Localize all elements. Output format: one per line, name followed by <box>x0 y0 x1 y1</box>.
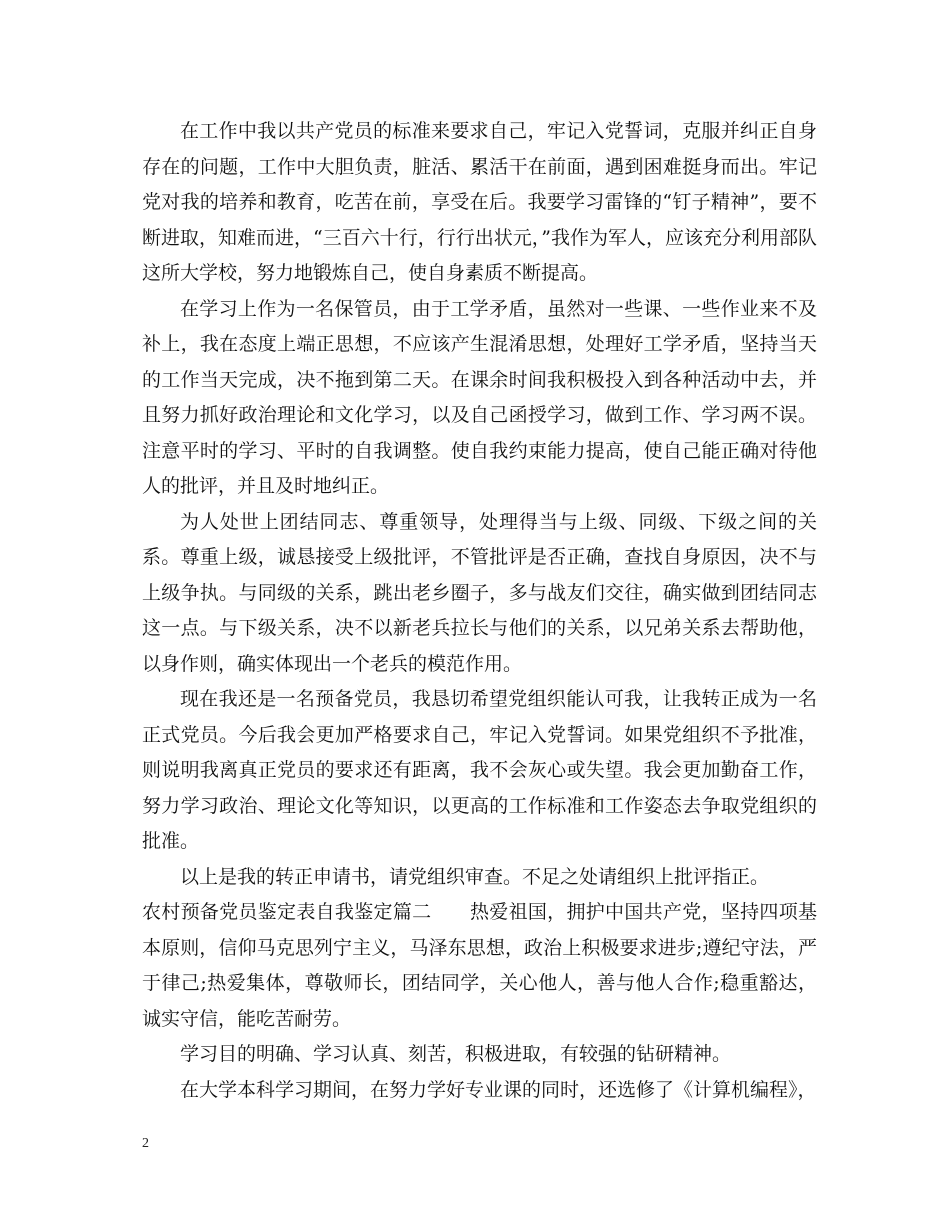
paragraph-probation: 现在我还是一名预备党员，我恳切希望党组织能认可我，让我转正成为一名正式党员。今后我会更加严格要求自己，牢记入党誓词。如果党组织不予批准，则说明我离真正党员的要求还有距离，我不会灰心或失望。我会更加勤奋工作，努力学习政治、理论文化等知识，以更高的工作标准和工作姿态去争取党组织的批准。 <box>142 688 817 852</box>
paragraph-university: 在大学本科学习期间，在努力学好专业课的同时，还选修了《计算机编程》， <box>180 1078 817 1101</box>
paragraph-closing: 以上是我的转正申请书，请党组织审查。不足之处请组织上批评指正。 <box>180 865 770 888</box>
paragraph-study-goal: 学习目的明确、学习认真、刻苦，积极进取，有较强的钻研精神。 <box>180 1043 732 1065</box>
paragraph-study: 在学习上作为一名保管员，由于工学矛盾，虽然对一些课、一些作业来不及补上，我在态度上端正思想，不应该产生混淆思想，处理好工学矛盾，坚持当天的工作当天完成，决不拖到第二天。在课余时间我积极投入到各种活动中去，并且努力抓好政治理论和文化学习，以及自己函授学习，做到工作、学习两不误。注意平时的学习、平时的自我调整。使自我约束能力提高，使自己能正确对待他人的批评，并且及时地纠正。 <box>142 297 817 497</box>
paragraph-relations: 为人处世上团结同志、尊重领导，处理得当与上级、同级、下级之间的关系。尊重上级，诚恳接受上级批评，不管批评是否正确，查找自身原因，决不与上级争执。与同级的关系，跳出老乡圈子，多与战友们交往，确实做到团结同志这一点。与下级关系，决不以新老兵拉长与他们的关系，以兄弟关系去帮助他，以身作则，确实体现出一个老兵的模范作用。 <box>142 510 817 675</box>
document-body <box>142 114 817 1108</box>
page-number: 2 <box>142 1136 149 1151</box>
paragraph-work: 在工作中我以共产党员的标准来要求自己，牢记入党誓词，克服并纠正自身存在的问题，工作中大胆负责，脏活、累活干在前面，遇到困难挺身而出。牢记党对我的培养和教育，吃苦在前，享受在后。我要学习雷锋的“钉子精神”，要不断进取，知难而进，“三百六十行，行行出状元，”我作为军人，应该充分利用部队这所大学校，努力地锻炼自己，使自身素质不断提高。 <box>142 120 817 284</box>
paragraph-section-two: 农村预备党员鉴定表自我鉴定篇二 热爱祖国，拥护中国共产党，坚持四项基本原则，信仰马克思列宁主义，马泽东思想，政治上积极要求进步;遵纪守法，严于律己;热爱集体，尊敬师长，团结同学，关心他人，善与他人合作;稳重豁达，诚实守信，能吃苦耐劳。 <box>142 901 817 1030</box>
